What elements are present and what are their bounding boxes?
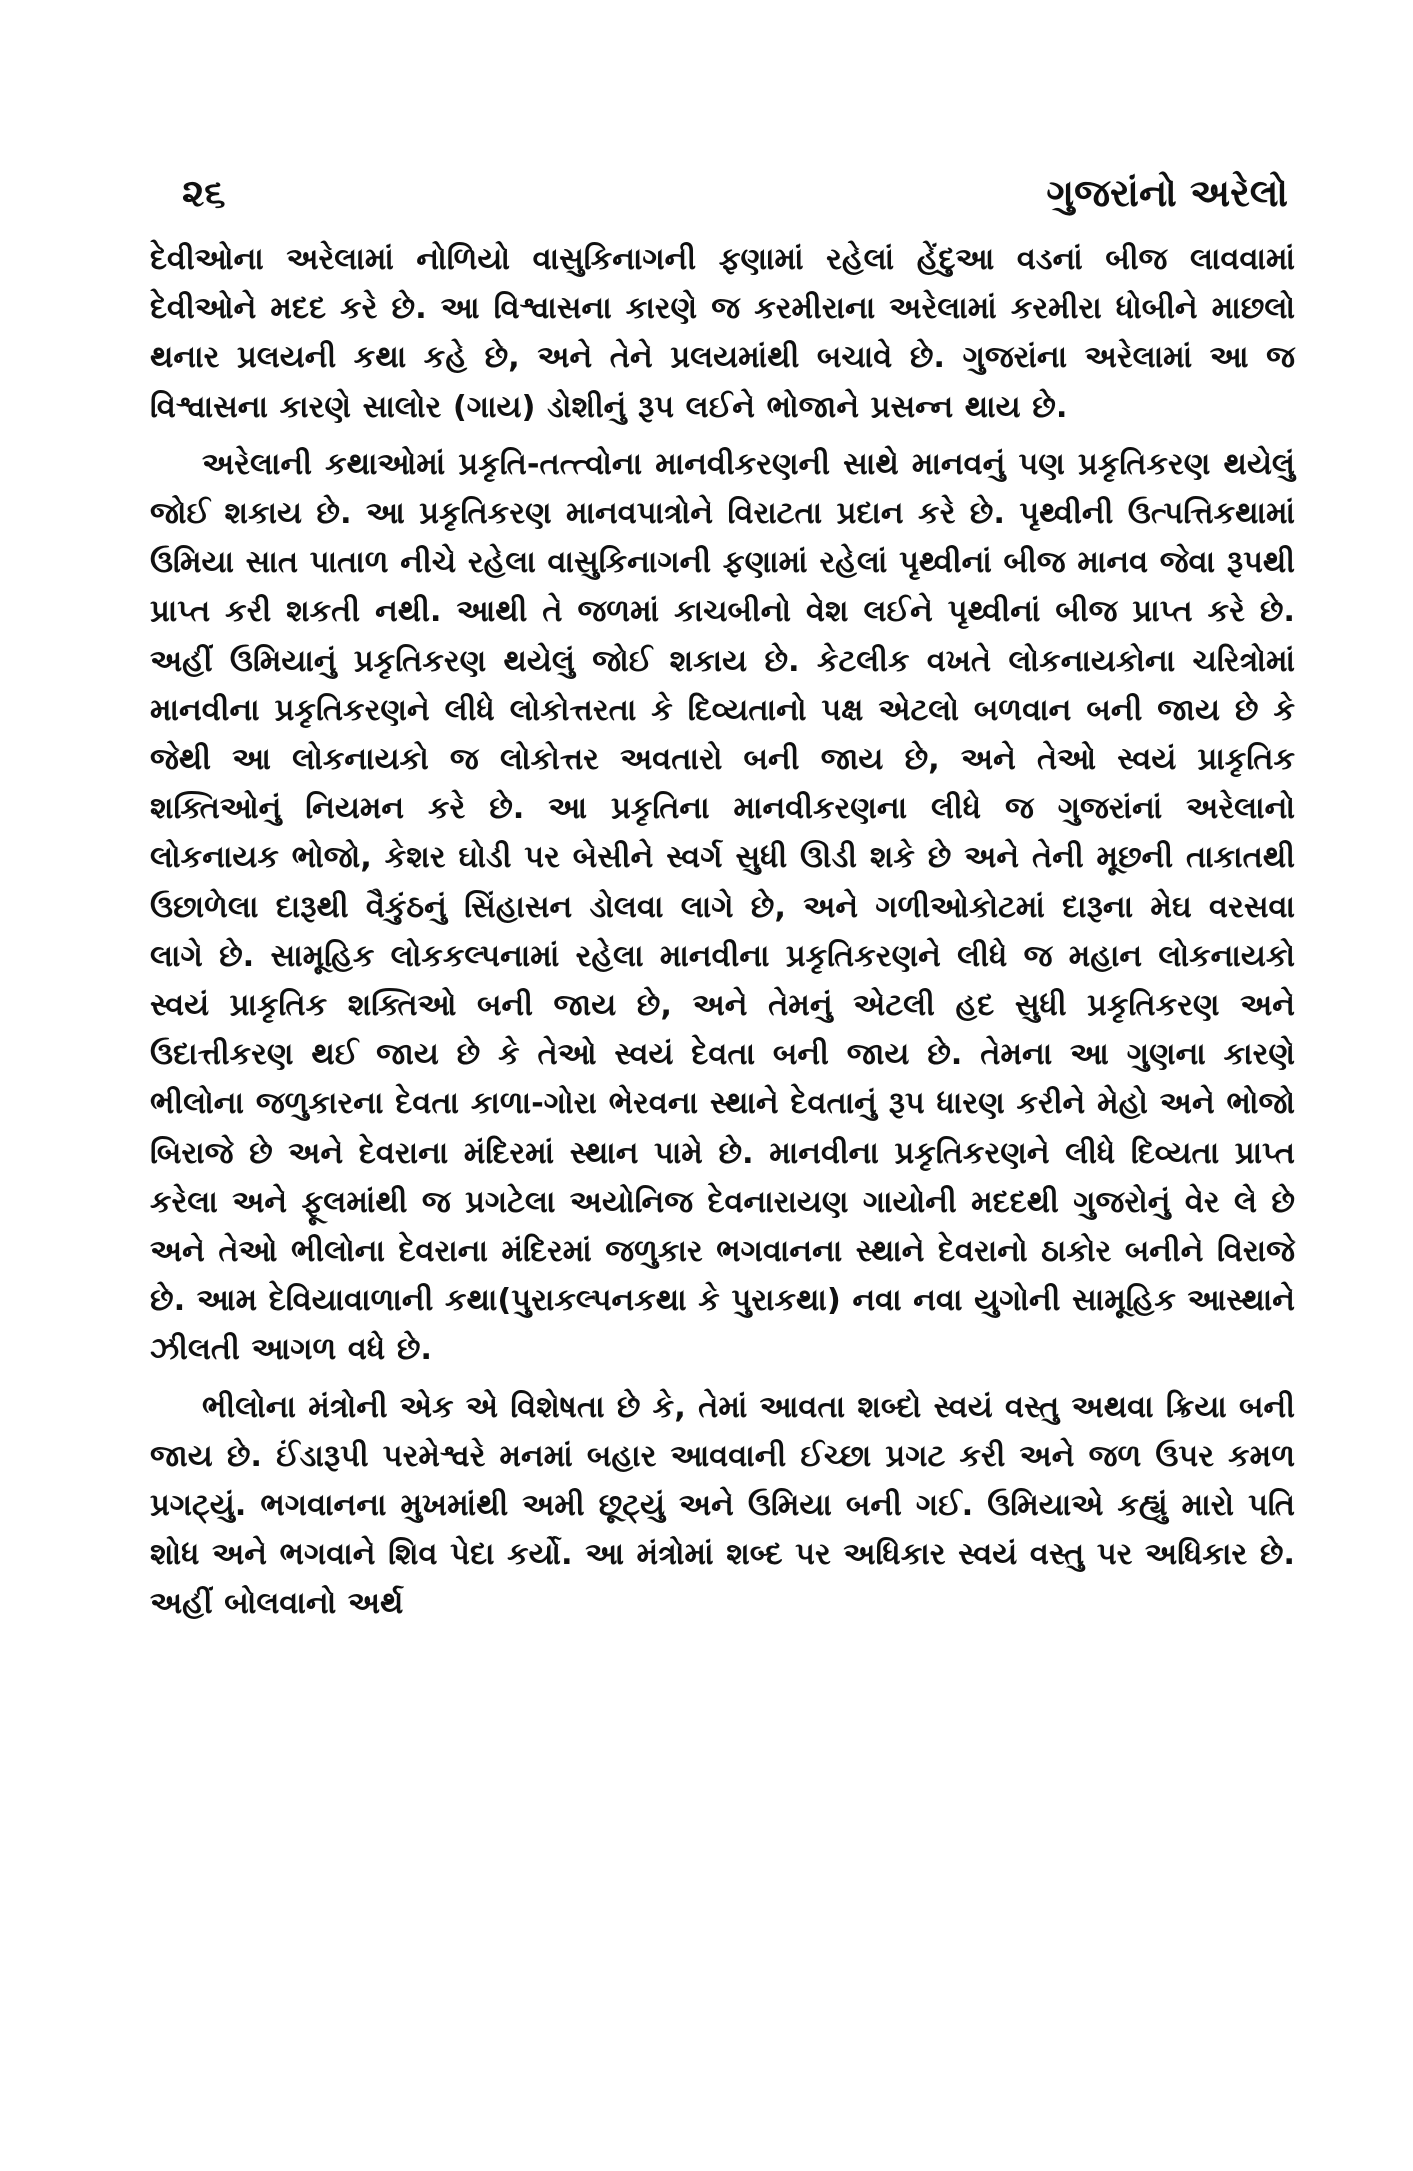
page-number: ૨૬: [182, 171, 226, 215]
paragraph-2: અરેલાની કથાઓમાં પ્રકૃતિ-તત્ત્વોના માનવીકરણની સાથે માનવનું પણ પ્રકૃતિકરણ થયેલું જોઈ શકાય છે. આ પ્રકૃતિકરણ માનવપાત્રોને વિરાટતા પ્રદાન કરે છે. પૃથ્વીની ઉત્પત્તિકથામાં ઉમિયા સાત પાતાળ નીચે રહેલા વાસુકિનાગની ફણામાં રહેલાં પૃથ્વીનાં બીજ માનવ જેવા રૂપથી પ્રાપ્ત કરી શકતી નથી. આથી તે જળમાં કાચબીનો વેશ લઈને પૃથ્વીનાં બીજ પ્રાપ્ત કરે છે. અહીં ઉમિયાનું પ્રકૃતિકરણ થયેલું જોઈ શકાય છે. કેટલીક વખતે લોકનાયકોના ચરિત્રોમાં માનવીના પ્રકૃતિકરણને લીધે લોકોત્તરતા કે દિવ્યતાનો પક્ષ એટલો બળવાન બની જાય છે કે જેથી આ લોકનાયકો જ લોકોત્તર અવતારો બની જાય છે, અને તેઓ સ્વયં પ્રાકૃતિક શક્તિઓનું નિયમન કરે છે. આ પ્રકૃતિના માનવીકરણના લીધે જ ગુજરાંનાં અરેલાનો લોકનાયક ભોજો, કેશર ઘોડી પર બેસીને સ્વર્ગ સુધી ઊડી શકે છે અને તેની મૂછની તાકાતથી ઉછાળેલા દારૂથી વૈકુંઠનું સિંહાસન ડોલવા લાગે છે, અને ગળીઓકોટમાં દારૂના મેઘ વરસવા લાગે છે. સામૂહિક લોકકલ્પનામાં રહેલા માનવીના પ્રકૃતિકરણને લીધે જ મહાન લોકનાયકો સ્વયં પ્રાકૃતિક શક્તિઓ બની જાય છે, અને તેમનું એટલી હદ સુધી પ્રકૃતિકરણ અને ઉદાત્તીકરણ થઈ જાય છે કે તેઓ સ્વયં દેવતા બની જાય છે. તેમના આ ગુણના કારણે ભીલોના જળુકારના દેવતા કાળા-ગોરા ભેરવના સ્થાને દેવતાનું રૂપ ધારણ કરીને મેહો અને ભોજો બિરાજે છે અને દેવરાના મંદિરમાં સ્થાન પામે છે. માનવીના પ્રકૃતિકરણને લીધે દિવ્યતા પ્રાપ્ત કરેલા અને ફૂલમાંથી જ પ્રગટેલા અયોનિજ દેવનારાયણ ગાયોની મદદથી ગુજરોનું વેર લે છે અને તેઓ ભીલોના દેવરાના મંદિરમાં જળુકાર ભગવાનના સ્થાને દેવરાનો ઠાકોર બનીને વિરાજે છે. આમ દેવિયાવાળાની કથા(પુરાકલ્પનકથા કે પુરાકથા) નવા નવા યુગોની સામૂહિક આસ્થાને ઝીલતી આગળ વધે છે.: [150, 446, 1295, 1368]
running-title: ગુજરાંનો અરેલો: [1046, 171, 1288, 215]
page-header: [182, 168, 1288, 228]
body-text: [150, 235, 1295, 1629]
paragraph-1: દેવીઓના અરેલામાં નોળિયો વાસુકિનાગની ફણામાં રહેલાં હેંદુઆ વડનાં બીજ લાવવામાં દેવીઓને મદદ કરે છે. આ વિશ્વાસના કારણે જ કરમીરાના અરેલામાં કરમીરા ધોબીને માછલો થનાર પ્રલયની કથા કહે છે, અને તેને પ્રલયમાંથી બચાવે છે. ગુજરાંના અરેલામાં આ જ વિશ્વાસના કારણે સાલોર (ગાય) ડોશીનું રૂપ લઈને ભોજાને પ્રસન્ન થાય છે.: [150, 242, 1295, 425]
paragraph-3: ભીલોના મંત્રોની એક એ વિશેષતા છે કે, તેમાં આવતા શબ્દો સ્વયં વસ્તુ અથવા ક્રિયા બની જાય છે. ઈંડારૂપી પરમેશ્વરે મનમાં બહાર આવવાની ઈચ્છા પ્રગટ કરી અને જળ ઉપર કમળ પ્રગટ્યું. ભગવાનના મુખમાંથી અમી છૂટ્યું અને ઉમિયા બની ગઈ. ઉમિયાએ કહ્યું મારો પતિ શોધ અને ભગવાને શિવ પેદા કર્યો. આ મંત્રોમાં શબ્દ પર અધિકાર સ્વયં વસ્તુ પર અધિકાર છે. અહીં બોલવાનો અર્થ: [150, 1389, 1295, 1622]
